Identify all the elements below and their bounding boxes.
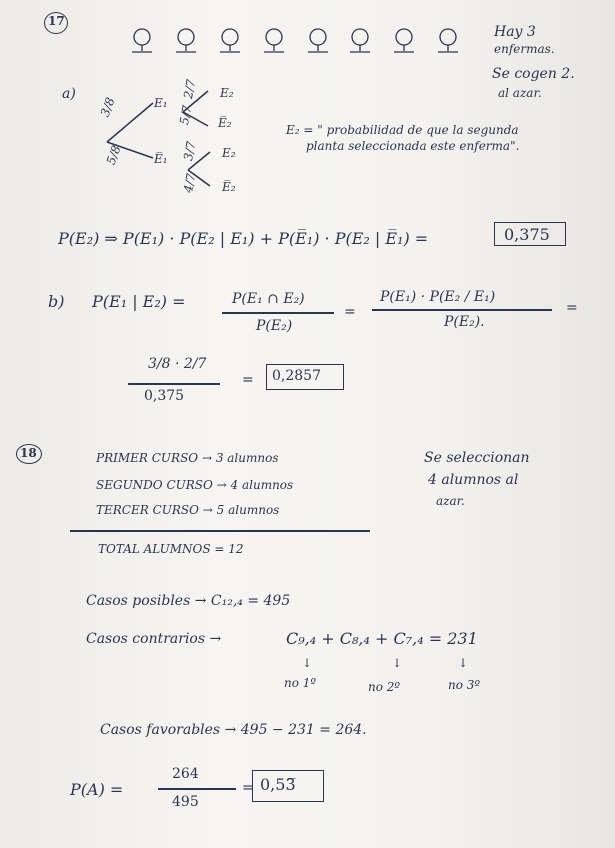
pa-denominator: 495 [172,794,199,810]
intro-line-3: Se cogen 2. [492,66,575,82]
casos-contrarios-label: Casos contrarios → [86,631,222,647]
sub-no-1: no 1º [284,676,317,690]
frac1-numerator: P(E₁ ∩ E₂) [232,291,305,307]
prob-3-7: 3/7 [181,140,199,162]
formula-a: P(E₂) ⇒ P(E₁) · P(E₂ | E₁) + P(E̅₁) · P(E₂ | E̅₁) = [58,229,429,248]
note-line-1: Se seleccionan [424,450,530,466]
prob-4-7: 4/7 [181,172,199,194]
note-line-2: 4 alumnos al [428,472,519,488]
casos-posibles: Casos posibles → C₁₂,₄ = 495 [86,593,291,609]
result-b: 0,2857 [272,368,321,384]
calc-denominator: 0,375 [144,388,185,404]
sub-no-3: no 3º [448,678,481,692]
prob-5-7: 5/7 [177,104,195,126]
note-line-3: azar. [436,494,465,508]
sub-no-2: no 2º [368,680,401,694]
frac2-denominator: P(E₂). [444,314,485,330]
result-a: 0,375 [504,225,550,244]
total-alumnos: TOTAL ALUMNOS = 12 [98,542,244,556]
casos-favorables: Casos favorables → 495 − 231 = 264. [100,722,367,738]
row-primer: PRIMER CURSO → 3 alumnos [96,451,279,465]
formula-b1: P(E₁ | E₂) = [92,292,186,311]
prob-2-7: 2/7 [181,78,199,100]
node-e2-bar-a: E̅₂ [218,116,232,130]
arrow-down-icon: ↓ [392,656,403,670]
pa-result: 0,53̅ [260,775,296,794]
prob-5-8: 5/8 [103,143,124,167]
node-e1-bar: E̅₁ [154,152,168,166]
intro-line-2: enfermas. [494,42,555,56]
equals-sign-b2: = [566,300,578,316]
frac2-numerator: P(E₁) · P(E₂ / E₁) [380,289,496,305]
equals-sign-calc: = [242,372,254,388]
definition-line-2: planta seleccionada este enferma". [306,139,520,153]
casos-contrarios-expr: C₉,₄ + C₈,₄ + C₇,₄ = 231 [286,629,478,648]
frac1-bar [222,312,334,314]
node-e2-b: E₂ [222,146,236,160]
pa-bar [158,788,236,790]
prob-3-8: 3/8 [97,95,118,119]
node-e1: E₁ [154,96,168,110]
arrow-down-icon: ↓ [458,656,469,670]
equals-sign-pa: = [242,780,254,796]
part-b-label: b) [48,292,65,311]
pa-numerator: 264 [172,766,199,782]
node-e2-bar-b: E̅₂ [222,180,236,194]
frac1-denominator: P(E₂) [256,318,293,334]
row-tercer: TERCER CURSO → 5 alumnos [96,503,280,517]
problem-17-number: 17 [48,14,65,28]
row-segundo: SEGUNDO CURSO → 4 alumnos [96,478,294,492]
total-line [70,530,370,532]
definition-line-1: E₂ = " probabilidad de que la segunda [286,123,519,137]
intro-line-4: al azar. [498,86,542,100]
arrow-down-icon: ↓ [302,656,313,670]
calc-numerator: 3/8 · 2/7 [148,356,207,372]
pa-label: P(A) = [70,780,124,799]
frac2-bar [372,309,552,311]
problem-18-number: 18 [20,446,37,460]
node-e2-a: E₂ [220,86,234,100]
intro-line-1: Hay 3 [494,24,536,40]
equals-sign-b: = [344,304,356,320]
part-a-label: a) [62,86,76,102]
calc-bar [128,383,220,385]
